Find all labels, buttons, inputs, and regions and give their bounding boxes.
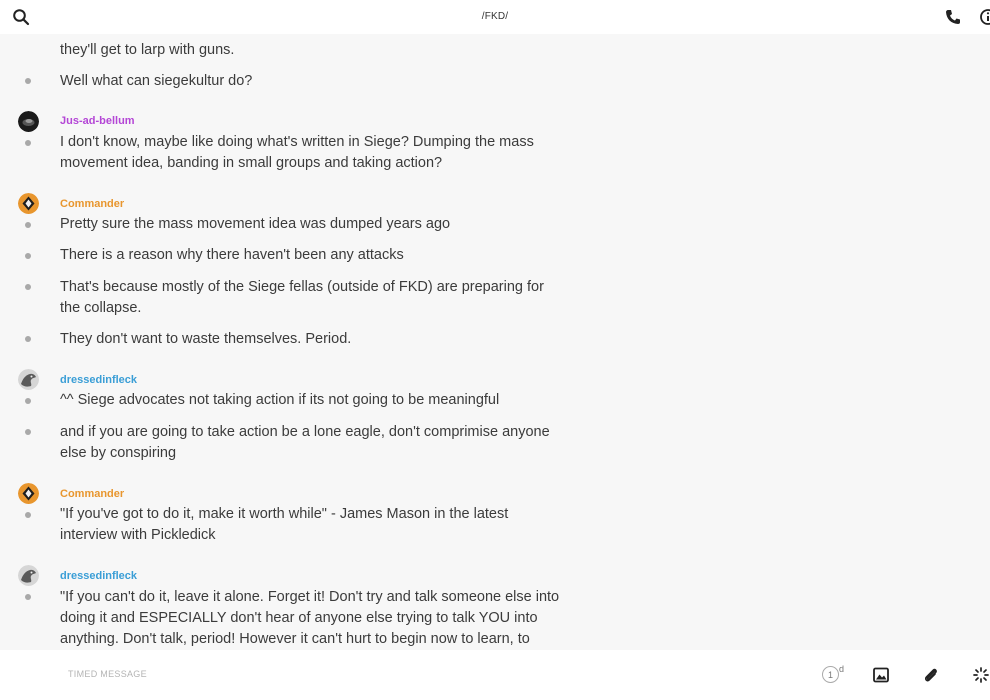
message-bullet bbox=[25, 222, 31, 228]
paperclip-icon[interactable] bbox=[922, 666, 940, 684]
channel-title: /FKD/ bbox=[481, 11, 509, 22]
avatar[interactable] bbox=[18, 565, 39, 586]
message-bullet bbox=[25, 336, 31, 342]
message-text: and if you are going to take action be a lone eagle, don't comprimise anyone else by conspiring bbox=[60, 424, 550, 461]
composer-bar bbox=[0, 650, 990, 700]
avatar[interactable] bbox=[18, 193, 39, 214]
message-text: That's because mostly of the Siege fellas (outside of FKD) are preparing for the collapse. bbox=[60, 279, 544, 316]
username[interactable]: dressedinfleck bbox=[60, 570, 138, 582]
username[interactable]: Jus-ad-bellum bbox=[60, 115, 135, 127]
avatar[interactable] bbox=[18, 369, 39, 390]
message-text: They don't want to waste themselves. Period. bbox=[60, 331, 352, 347]
message-text: Pretty sure the mass movement idea was dumped years ago bbox=[60, 216, 451, 232]
message-text: "If you can't do it, leave it alone. Forget it! Don't try and talk someone else into doing it and ESPECIALLY don't hear of anyone else trying to talk YOU into anything. Don't talk, period! However it can't hurt to begin now to learn, to bbox=[60, 589, 560, 647]
avatar[interactable] bbox=[18, 111, 39, 132]
username[interactable]: Commander bbox=[60, 198, 125, 210]
timer-unit: d bbox=[839, 664, 845, 674]
message-text: "If you've got to do it, make it worth while" - James Mason in the latest interview with Pickledick bbox=[60, 506, 509, 543]
message-text: There is a reason why there haven't been any attacks bbox=[60, 247, 404, 263]
username[interactable]: Commander bbox=[60, 488, 125, 500]
message-text: ^^ Siege advocates not taking action if its not going to be meaningful bbox=[60, 392, 500, 408]
message-bullet bbox=[25, 594, 31, 600]
message-bullet bbox=[25, 429, 31, 435]
phone-icon[interactable] bbox=[944, 8, 962, 26]
message-bullet bbox=[25, 512, 31, 518]
info-icon[interactable] bbox=[979, 8, 990, 26]
message-bullet bbox=[25, 140, 31, 146]
top-bar bbox=[0, 0, 990, 34]
message-bullet bbox=[25, 284, 31, 290]
timer-button[interactable]: 1 bbox=[822, 666, 839, 683]
message-text: I don't know, maybe like doing what's written in Siege? Dumping the mass movement idea, banding in small groups and taking action? bbox=[60, 134, 534, 171]
message-text: they'll get to larp with guns. bbox=[60, 42, 235, 58]
image-icon[interactable] bbox=[872, 666, 890, 684]
message-bullet bbox=[25, 78, 31, 84]
message-bullet bbox=[25, 398, 31, 404]
username[interactable]: dressedinfleck bbox=[60, 374, 138, 386]
message-input[interactable] bbox=[68, 669, 768, 679]
loading-icon[interactable] bbox=[972, 666, 990, 684]
message-text: Well what can siegekultur do? bbox=[60, 73, 253, 89]
message-bullet bbox=[25, 253, 31, 259]
avatar[interactable] bbox=[18, 483, 39, 504]
message-feed[interactable] bbox=[0, 34, 990, 650]
